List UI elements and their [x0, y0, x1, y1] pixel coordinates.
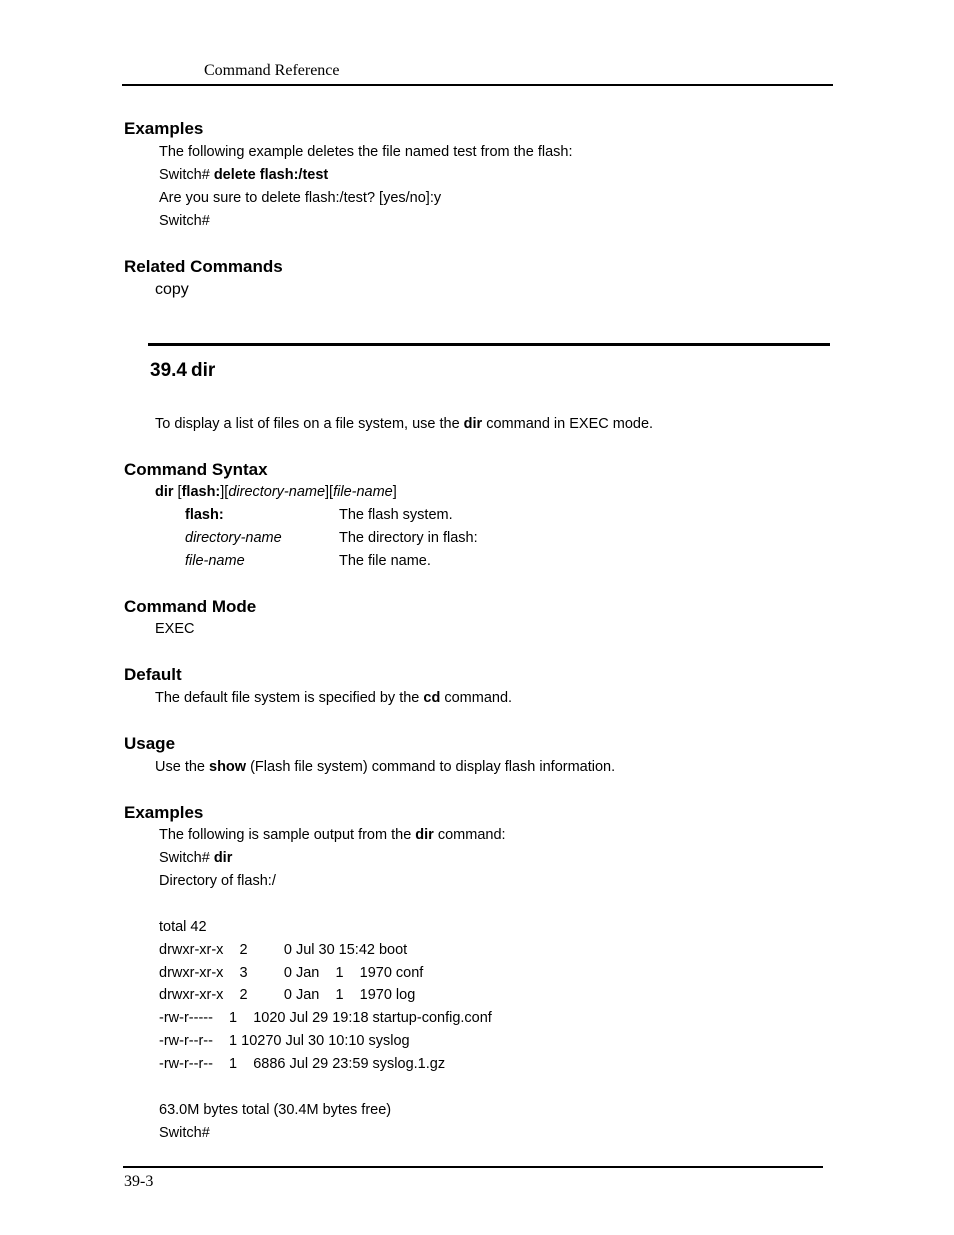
default-heading: Default [124, 665, 182, 684]
related-command-item: copy [155, 281, 189, 298]
usage-heading: Usage [124, 734, 176, 753]
usage-text [155, 759, 615, 775]
syntax-bracket: [ [173, 484, 182, 500]
listing-row: drwxr-xr-x 2 0 Jul 30 15:42 boot [159, 942, 408, 958]
intro-command: dir [463, 416, 483, 432]
examples-heading: Examples [124, 803, 204, 822]
param-name: directory-name [185, 530, 282, 546]
param-desc: The directory in flash: [339, 530, 478, 546]
prompt-text: Switch# [159, 167, 214, 183]
listing-row: -rw-r--r-- 1 10270 Jul 30 10:10 syslog [159, 1033, 410, 1049]
param-desc: The file name. [339, 553, 431, 569]
examples-intro: The following example deletes the file named test from the flash: [159, 144, 573, 160]
total-line: total 42 [159, 919, 207, 935]
default-command: cd [423, 690, 441, 706]
usage-text-end: (Flash file system) command to display flash information. [246, 759, 616, 775]
header-rule [122, 84, 833, 86]
example-command-line [159, 850, 232, 866]
command-mode-heading: Command Mode [124, 597, 257, 616]
param-desc: The flash system. [339, 507, 453, 523]
syntax-file-name: file-name [333, 484, 393, 500]
section-number: 39.4 [150, 360, 187, 381]
default-text-end: command. [440, 690, 513, 706]
footer-rule [123, 1166, 823, 1168]
examples-heading: Examples [124, 119, 204, 138]
listing-row: drwxr-xr-x 2 0 Jan 1 1970 log [159, 987, 416, 1003]
example-confirm-line: Are you sure to delete flash:/test? [yes/no]:y [159, 190, 442, 206]
listing-row: -rw-r--r-- 1 6886 Jul 29 23:59 syslog.1.gz [159, 1056, 446, 1072]
summary-line: 63.0M bytes total (30.4M bytes free) [159, 1102, 392, 1118]
running-header: Command Reference [204, 62, 340, 79]
example-end-prompt: Switch# [159, 1125, 210, 1141]
syntax-command: dir [155, 484, 174, 500]
listing-row: -rw-r----- 1 1020 Jul 29 19:18 startup-config.conf [159, 1010, 492, 1026]
command-syntax-heading: Command Syntax [124, 460, 268, 479]
page-number: 39-3 [124, 1173, 154, 1190]
examples-intro-end: command: [433, 827, 506, 843]
examples-intro-command: dir [415, 827, 434, 843]
usage-text-start: Use the [155, 759, 209, 775]
syntax-bracket: ][ [325, 484, 334, 500]
section-name: dir [190, 360, 216, 381]
example-command-line [159, 167, 328, 183]
section-title [150, 360, 215, 382]
section-rule [148, 343, 830, 346]
examples-intro [159, 827, 506, 843]
section-intro [155, 416, 653, 432]
intro-text: To display a list of files on a file system, use the [155, 416, 464, 432]
syntax-bracket: ][ [220, 484, 229, 500]
intro-text-end: command in EXEC mode. [482, 416, 654, 432]
command-mode-value: EXEC [155, 621, 195, 637]
syntax-line [155, 484, 397, 500]
listing-row: drwxr-xr-x 3 0 Jan 1 1970 conf [159, 965, 424, 981]
default-text [155, 690, 512, 706]
syntax-bracket: ] [392, 484, 397, 500]
directory-line: Directory of flash:/ [159, 873, 276, 889]
command-text: dir [213, 850, 233, 866]
examples-intro-start: The following is sample output from the [159, 827, 416, 843]
prompt-text: Switch# [159, 850, 214, 866]
related-commands-heading: Related Commands [124, 257, 283, 276]
usage-command: show [209, 759, 247, 775]
param-name: flash: [185, 507, 224, 523]
syntax-directory-name: directory-name [228, 484, 326, 500]
command-text: delete flash:/test [213, 167, 329, 183]
default-text-start: The default file system is specified by the [155, 690, 424, 706]
param-name: file-name [185, 553, 245, 569]
example-end-prompt: Switch# [159, 213, 210, 229]
syntax-flash: flash: [181, 484, 221, 500]
